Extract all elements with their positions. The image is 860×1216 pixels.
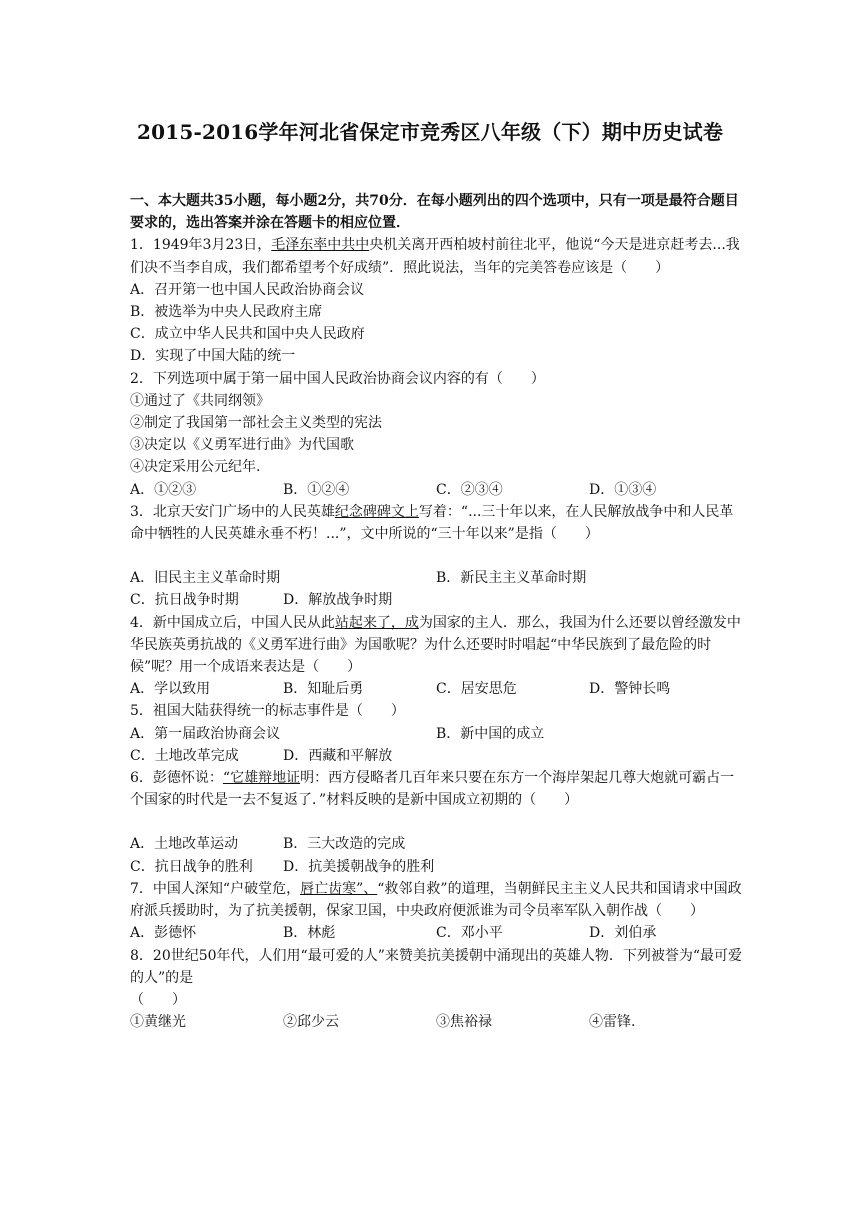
question-4-options <box>130 678 742 700</box>
question-2-item-2: ②制定了我国第一部社会主义类型的宪法 <box>130 415 382 432</box>
question-4-stem: 4．新中国成立后，中国人民从此站起来了，成为国家的主人．那么，我国为什么还要以曾经激发中华民族英勇抗战的《义勇军进行曲》为国歌呢？为什么还要时时唱起“中华民族到了最危险的时候”呢？用一个成语来表达是（ ） <box>130 614 741 676</box>
question-7-option-c: C．邓小平 <box>436 925 503 942</box>
question-3-options-row-2 <box>130 589 742 611</box>
spacer <box>130 545 742 567</box>
question-3-option-d: D．解放战争时期 <box>283 592 393 609</box>
question-5-options-row-2 <box>130 745 742 767</box>
question-5-stem: 5．祖国大陆获得统一的标志事件是（ ） <box>130 703 405 720</box>
question-7-stem: 7．中国人深知“户破堂危，唇亡齿寒”、“救邻自救”的道理，当朝鲜民主主义人民共和国请求中国政府派兵援助时，为了抗美援朝，保家卫国，中央政府便派谁为司令员率军队入朝作战（ ） <box>130 880 742 920</box>
question-2-option-d: D．①③④ <box>589 481 657 498</box>
section-header: 一、本大题共35小题，每小题2分，共70分．在每小题列出的四个选项中，只有一项是最符合题目要求的，选出答案并涂在答题卡的相应位置． <box>130 193 739 232</box>
spacer <box>130 811 742 833</box>
question-7-option-a: A．彭德怀 <box>130 925 197 942</box>
question-2-option-a: A．①②③ <box>130 481 197 498</box>
question-8-answer-paren: （ ） <box>130 991 186 1008</box>
question-6-option-a: A．土地改革运动 <box>130 836 239 853</box>
question-4-option-b: B．知耻后勇 <box>283 681 364 698</box>
question-6-options-row-2 <box>130 856 742 878</box>
question-4-option-a: A．学以致用 <box>130 681 211 698</box>
question-2-option-c: C．②③④ <box>436 481 503 498</box>
question-2-options <box>130 479 742 501</box>
question-8-item-4: ④雷锋. <box>589 1014 636 1031</box>
question-4-option-c: C．居安思危 <box>436 681 517 698</box>
question-1-option-d: D．实现了中国大陆的统一 <box>130 348 296 365</box>
question-2-option-b: B．①②④ <box>283 481 350 498</box>
question-8-items <box>130 1011 742 1033</box>
question-6-option-c: C．抗日战争的胜利 <box>130 858 253 875</box>
question-8-item-3: ③焦裕禄 <box>436 1014 492 1031</box>
question-6-option-b: B．三大改造的完成 <box>283 836 406 853</box>
question-8-item-1: ①黄继光 <box>130 1014 186 1031</box>
question-3-option-c: C．抗日战争时期 <box>130 592 239 609</box>
question-7-option-b: B．林彪 <box>283 925 336 942</box>
question-6-stem: 6．彭德怀说：“它雄辩地证明：西方侵略者几百年来只要在东方一个海岸架起几尊大炮就可霸占一个国家的时代是一去不复返了．”材料反映的是新中国成立初期的（ ） <box>130 770 735 809</box>
question-3-options-row-1 <box>130 567 742 589</box>
question-5-options-row-1 <box>130 723 742 745</box>
question-2-item-4: ④决定采用公元纪年. <box>130 459 261 476</box>
question-8-stem: 8．20世纪50年代，人们用“最可爱的人”来赞美抗美援朝中涌现出的英雄人物．下列被誉为“最可爱的人”的是 <box>130 947 743 986</box>
question-5-option-b: B．新中国的成立 <box>436 725 545 742</box>
question-3-option-a: A．旧民主主义革命时期 <box>130 570 281 587</box>
question-6-options-row-1 <box>130 833 742 855</box>
question-3-option-b: B．新民主主义革命时期 <box>436 570 587 587</box>
question-5-option-a: A．第一届政治协商会议 <box>130 725 281 742</box>
question-3-stem: 3．北京天安门广场中的人民英雄纪念碑碑文上写着：“...三十年以来，在人民解放战争中和人民革命中牺牲的人民英雄永垂不朽！...”，文中所说的“三十年以来”是指（ ） <box>130 503 734 543</box>
question-5-option-c: C．土地改革完成 <box>130 747 239 764</box>
question-5-option-d: D．西藏和平解放 <box>283 747 393 764</box>
question-6-option-d: D．抗美援朝战争的胜利 <box>283 858 435 875</box>
question-1-option-b: B．被选举为中央人民政府主席 <box>130 304 323 321</box>
question-8-item-2: ②邱少云 <box>283 1014 339 1031</box>
question-2-item-1: ①通过了《共同纲领》 <box>130 392 270 409</box>
page-title: 2015-2016学年河北省保定市竞秀区八年级（下）期中历史试卷 <box>136 120 724 144</box>
question-1-stem: 1．1949年3月23日，毛泽东率中共中央机关离开西柏坡村前往北平，他说“今天是进京赶考去...我们决不当李自成，我们都希望考个好成绩”．照此说法，当年的完美答卷应该是（ ） <box>130 237 740 276</box>
question-7-option-d: D．刘伯承 <box>589 925 657 942</box>
exam-content <box>130 190 742 1033</box>
question-7-options <box>130 922 742 944</box>
question-1-option-a: A．召开第一也中国人民政治协商会议 <box>130 281 365 298</box>
question-1-option-c: C．成立中华人民共和国中央人民政府 <box>130 326 365 343</box>
question-4-option-d: D．警钟长鸣 <box>589 681 671 698</box>
question-2-stem: 2．下列选项中属于第一届中国人民政治协商会议内容的有（ ） <box>130 370 545 387</box>
question-2-item-3: ③决定以《义勇军进行曲》为代国歌 <box>130 437 354 454</box>
